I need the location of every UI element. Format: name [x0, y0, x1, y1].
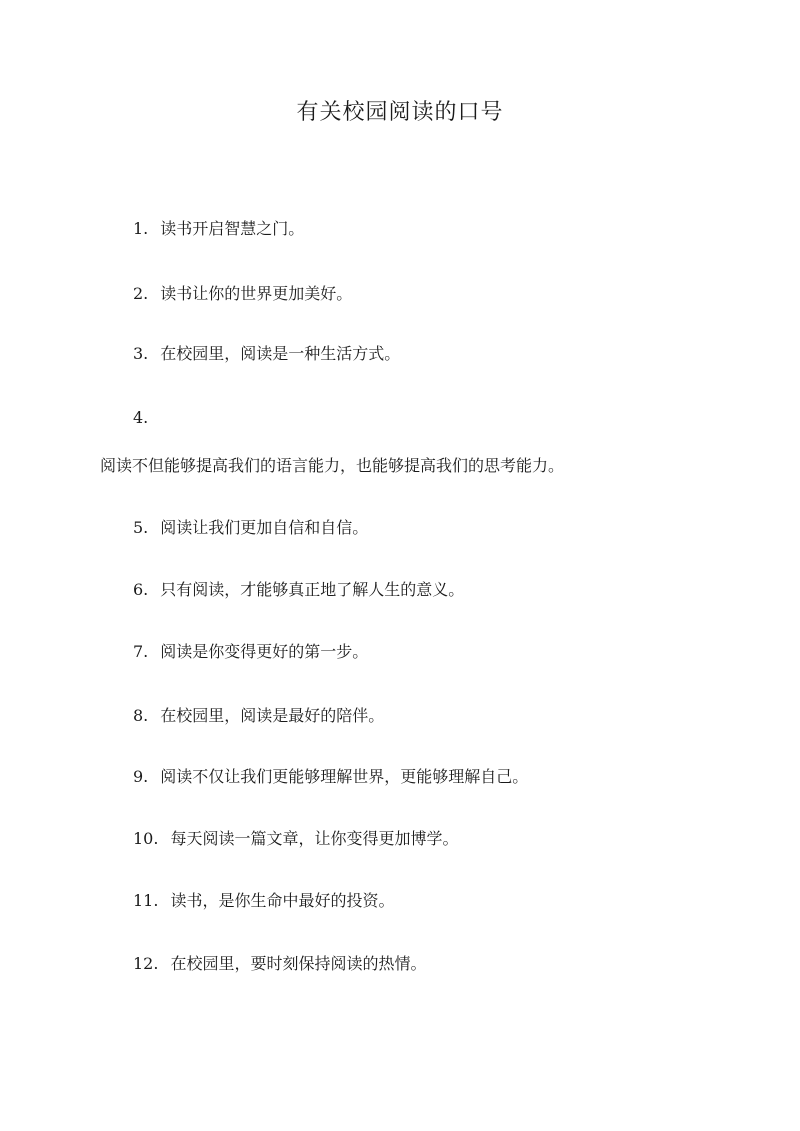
document-title: 有关校园阅读的口号	[296, 100, 504, 125]
list-item	[133, 516, 368, 540]
list-item	[133, 704, 384, 728]
item-text: 读书让你的世界更加美好。	[160, 284, 353, 303]
item-number: 11.	[133, 891, 159, 910]
list-item	[133, 952, 426, 976]
item-text: 读书开启智慧之门。	[160, 219, 305, 238]
item-text: 读书，是你生命中最好的投资。	[170, 891, 395, 910]
item-text: 在校园里，要时刻保持阅读的热情。	[170, 954, 427, 973]
list-item-continuation	[100, 454, 564, 478]
item-text: 只有阅读，才能够真正地了解人生的意义。	[160, 580, 465, 599]
list-item	[133, 217, 304, 241]
item-text: 在校园里，阅读是一种生活方式。	[160, 344, 401, 363]
list-item	[133, 640, 368, 664]
item-text: 每天阅读一篇文章，让你变得更加博学。	[170, 829, 459, 848]
item-number: 5.	[133, 518, 149, 537]
list-item	[133, 578, 464, 602]
list-item	[133, 827, 458, 851]
item-number: 12.	[133, 954, 159, 973]
item-number: 4.	[133, 408, 149, 427]
item-number: 6.	[133, 580, 149, 599]
list-item	[133, 406, 160, 430]
item-text: 阅读不仅让我们更能够理解世界，更能够理解自己。	[160, 767, 529, 786]
list-item	[133, 889, 394, 913]
item-number: 8.	[133, 706, 149, 725]
item-text: 阅读让我们更加自信和自信。	[160, 518, 369, 537]
item-number: 10.	[133, 829, 159, 848]
item-text: 在校园里，阅读是最好的陪伴。	[160, 706, 385, 725]
list-item	[133, 765, 528, 789]
item-text: 阅读不但能够提高我们的语言能力，也能够提高我们的思考能力。	[100, 456, 565, 475]
item-number: 2.	[133, 284, 149, 303]
item-number: 7.	[133, 642, 149, 661]
list-item	[133, 282, 352, 306]
item-text: 阅读是你变得更好的第一步。	[160, 642, 369, 661]
item-number: 1.	[133, 219, 149, 238]
item-number: 9.	[133, 767, 149, 786]
item-number: 3.	[133, 344, 149, 363]
list-item	[133, 342, 400, 366]
